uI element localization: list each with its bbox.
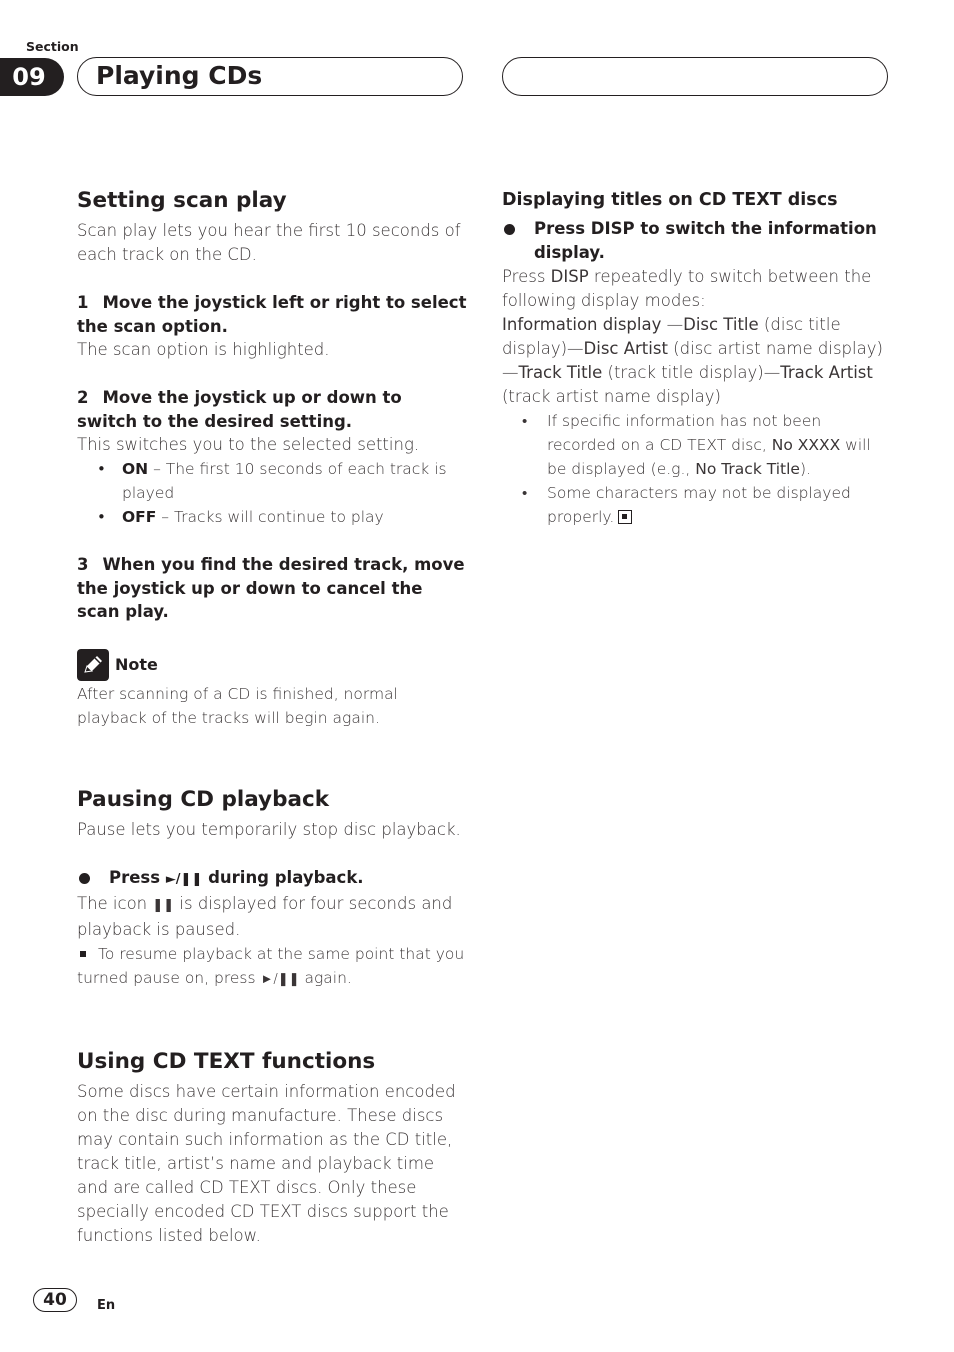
page-title: Playing CDs <box>77 57 463 96</box>
display-step: Press DISP to switch the information display. <box>502 217 894 265</box>
header-empty-box <box>502 57 888 96</box>
section-label: Section <box>26 39 79 54</box>
play-pause-icon: ►/❚❚ <box>165 871 203 887</box>
section-number-badge: 09 <box>0 58 64 96</box>
note-header <box>77 648 467 682</box>
list-item: • If specific information has not been recorded on a CD TEXT disc, No XXXX will be displayed (e.g., No Track Title). <box>502 409 894 481</box>
language-label: En <box>97 1298 116 1313</box>
pause-heading: Pausing CD playback <box>77 786 330 812</box>
pause-intro: Pause lets you temporarily stop disc playback. <box>77 819 461 839</box>
bullet-dot-icon <box>79 873 90 884</box>
scan-step-2-desc: This switches you to the selected setting. <box>77 435 420 454</box>
scan-step-3: 3 When you find the desired track, move the joystick up or down to cancel the scan play. <box>77 555 465 621</box>
right-column <box>502 183 894 529</box>
note-text: After scanning of a CD is finished, normal playback of the tracks will begin again. <box>77 684 398 727</box>
pause-tip: To resume playback at the same point that you turned pause on, press ►/❚❚ again. <box>77 944 465 987</box>
pencil-note-icon <box>77 649 109 681</box>
list-item: • ON – The first 10 seconds of each track is played <box>77 457 467 505</box>
pause-icon: ❚❚ <box>152 897 175 913</box>
left-column <box>77 183 467 1248</box>
list-item: • Some characters may not be displayed properly. <box>502 481 894 529</box>
play-pause-icon: ►/❚❚ <box>260 971 300 987</box>
scan-heading: Setting scan play <box>77 188 287 213</box>
pause-desc: The icon ❚❚ is displayed for four seconds and playback is paused. <box>77 893 453 939</box>
cdtext-heading: Using CD TEXT functions <box>77 1048 376 1074</box>
cdtext-intro: Some discs have certain information encoded on the disc during manufacture. These discs may contain such information as the CD title, track title, artist’s name and playback time and are called CD TEXT discs. Only these specially encoded CD TEXT discs support the functions listed below. <box>77 1081 456 1245</box>
page-number: 40 <box>33 1288 77 1312</box>
display-desc: Press DISP repeatedly to switch between the following display modes: <box>502 267 872 310</box>
square-bullet-icon <box>80 951 86 957</box>
display-notes-list <box>502 409 894 529</box>
display-modes: Information display —Disc Title (disc title display)—Disc Artist (disc artist name display)—Track Title (track title display)—Track Artist (track artist name display) <box>502 315 883 406</box>
end-of-section-icon <box>618 510 632 524</box>
scan-intro: Scan play lets you hear the first 10 seconds of each track on the CD. <box>77 221 461 264</box>
scan-options-list <box>77 457 467 529</box>
scan-step-1: 1 Move the joystick left or right to select the scan option. <box>77 293 467 336</box>
scan-step-2: 2 Move the joystick up or down to switch to the desired setting. <box>77 388 402 431</box>
display-heading: Displaying titles on CD TEXT discs <box>502 190 838 210</box>
list-item: • OFF – Tracks will continue to play <box>77 505 467 529</box>
bullet-dot-icon <box>504 224 515 235</box>
pause-step: Press ►/❚❚ during playback. <box>77 866 467 892</box>
scan-step-1-desc: The scan option is highlighted. <box>77 340 330 359</box>
note-label: Note <box>115 655 158 674</box>
